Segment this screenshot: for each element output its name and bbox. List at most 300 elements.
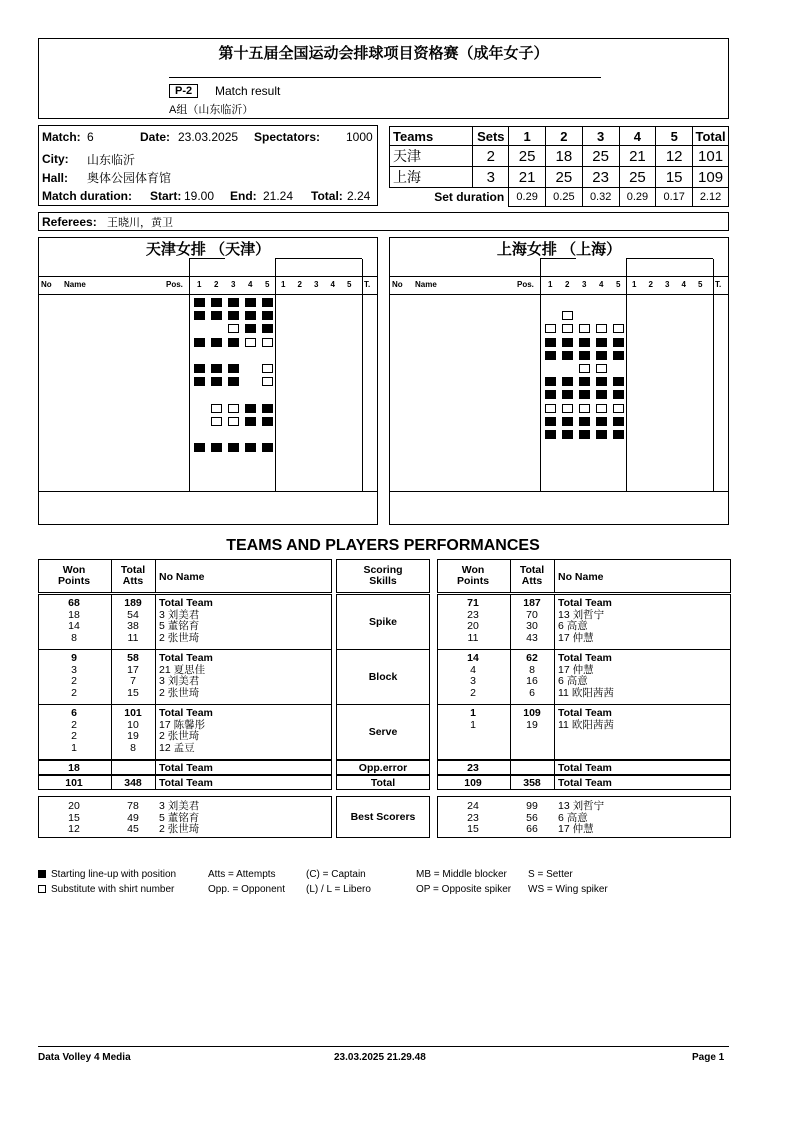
won-points-value: 1 [470, 718, 476, 731]
set-header: 4 [619, 127, 656, 146]
hall-value: 奥体公园体育馆 [87, 171, 172, 185]
total-atts-value: 348 [124, 777, 142, 789]
total-atts-value: 189 [124, 597, 142, 609]
won-points-value: 71 [467, 597, 479, 609]
libero-cell-value [228, 351, 239, 360]
total-atts-value: 70 [526, 608, 538, 621]
player-name: 6 高意 [558, 811, 588, 824]
total-atts-value: 8 [130, 741, 136, 754]
referees-value: 王晓川，黄卫 [107, 217, 173, 229]
team-a-total: 101 [693, 146, 729, 167]
libero-cell-value [211, 351, 222, 360]
set-header: 5 [656, 127, 693, 146]
total-header: Total [693, 127, 729, 146]
spectators-count: 1000 [346, 130, 373, 144]
starting-position-cell-value [211, 338, 222, 347]
legend-mb: MB = Middle blocker [416, 869, 507, 880]
set-score: 12 [656, 146, 693, 167]
starting-position-cell-value [562, 338, 573, 347]
name-header: Name [64, 280, 86, 289]
starting-position-cell-value [562, 351, 573, 360]
no-header: No [41, 280, 52, 289]
opp_error-row-label [336, 760, 430, 775]
row-divider [39, 491, 377, 492]
won-points-value: 18 [68, 608, 80, 621]
column-divider [554, 761, 555, 775]
starting-position-cell-value [262, 443, 273, 452]
player-row [39, 375, 377, 388]
date-label: Date: [140, 130, 171, 144]
total-atts-value: 187 [523, 597, 541, 609]
duration-label: Match duration: [42, 189, 132, 203]
performances-grid [38, 559, 733, 839]
starting-position-cell-value [194, 443, 205, 452]
team-total-label: Total Team [159, 707, 213, 719]
substitute-cell-value [596, 324, 607, 333]
starting-position-cell-value [228, 377, 239, 386]
column-divider [111, 560, 112, 593]
footer-timestamp: 23.03.2025 21.29.48 [334, 1052, 426, 1063]
set-duration-total: 2.12 [693, 188, 729, 207]
legend-ws: WS = Wing spiker [528, 884, 608, 895]
set-score: 25 [619, 167, 656, 188]
substitute-cell-value [562, 311, 573, 320]
points-set-header: 3 [314, 280, 319, 289]
total-row-team-a [38, 775, 332, 790]
player-row [390, 402, 728, 415]
won-points-value: 1 [71, 741, 77, 754]
team-total-label: Total Team [558, 777, 612, 789]
libero-cell-value [245, 351, 256, 360]
match-info-box [38, 125, 378, 206]
total-atts-value: 54 [127, 608, 139, 621]
starting-position-cell-value [596, 430, 607, 439]
starting-position-cell-value [245, 404, 256, 413]
skill-name: Block [368, 671, 398, 683]
total-atts-value: 62 [526, 652, 538, 664]
points-set-header: 2 [297, 280, 302, 289]
lineup-set-header: 3 [231, 280, 236, 289]
starting-position-cell-value [579, 430, 590, 439]
player-row [390, 441, 728, 454]
report-code: P-2 [169, 84, 198, 98]
legend-captain: (C) = Captain [306, 869, 366, 880]
substitute-cell-value [545, 404, 556, 413]
player-name: 2 张世琦 [159, 631, 200, 644]
won-points-value: 1 [470, 707, 476, 719]
player-row [39, 428, 377, 441]
group-label: A组（山东临沂） [169, 104, 254, 116]
won-points-value: 2 [71, 675, 77, 688]
points-set-header: 2 [648, 280, 653, 289]
starting-position-cell-value [245, 443, 256, 452]
total-atts-value: 6 [529, 686, 535, 699]
referees-box [38, 212, 729, 231]
substitute-cell-value [613, 404, 624, 413]
column-divider [510, 650, 511, 705]
starting-position-cell-value [194, 364, 205, 373]
total-atts-value: 45 [127, 823, 139, 835]
substitute-cell-value [579, 364, 590, 373]
won-points-value: 23 [467, 811, 479, 824]
player-name: 2 张世琦 [159, 686, 200, 699]
column-divider [554, 560, 555, 593]
row-divider [189, 258, 225, 259]
starting-position-cell-value [613, 338, 624, 347]
player-row [390, 415, 728, 428]
player-row [390, 388, 728, 401]
total-atts-value: 99 [526, 800, 538, 812]
column-divider [111, 650, 112, 705]
team-b-roster [389, 237, 729, 525]
set-duration: 0.17 [656, 188, 693, 207]
starting-position-cell-value [579, 417, 590, 426]
starting-position-cell-value [613, 417, 624, 426]
substitute-cell-value [245, 338, 256, 347]
player-row [390, 296, 728, 309]
player-name: 11 欧阳茜茜 [558, 686, 614, 699]
starting-position-cell-value [613, 377, 624, 386]
player-row [39, 336, 377, 349]
starting-position-cell-value [262, 324, 273, 333]
starting-position-cell-value [545, 351, 556, 360]
starting-position-cell-value [596, 351, 607, 360]
match-date: 23.03.2025 [178, 130, 239, 144]
start-time: 19.00 [184, 189, 215, 203]
starting-position-cell-value [211, 443, 222, 452]
set-header: 3 [582, 127, 619, 146]
team-a-skill-block [38, 649, 332, 705]
player-row [390, 375, 728, 388]
player-name: 3 刘美君 [159, 675, 200, 688]
libero-cell-value [545, 298, 556, 307]
starting-position-cell-value [579, 338, 590, 347]
won-points-value: 24 [467, 800, 479, 812]
substitute-cell-value [562, 404, 573, 413]
total-atts-value: 19 [127, 730, 139, 743]
starting-position-cell-value [562, 377, 573, 386]
set-score: 23 [582, 167, 619, 188]
row-divider [39, 294, 377, 295]
starting-position-cell-value [211, 311, 222, 320]
points-set-header: 5 [698, 280, 703, 289]
legend-s: S = Setter [528, 869, 573, 880]
starting-position-cell-value [579, 351, 590, 360]
player-row [390, 322, 728, 335]
substitute-cell-value [596, 404, 607, 413]
total-label: Total [370, 777, 396, 789]
starting-position-cell-value [262, 404, 273, 413]
opp_error-label: Opp.error [358, 762, 408, 774]
column-divider [111, 776, 112, 790]
team-total-label: Total Team [558, 652, 612, 664]
column-divider [155, 761, 156, 775]
starting-position-cell-value [545, 417, 556, 426]
set-score: 15 [656, 167, 693, 188]
row-divider [390, 276, 728, 277]
starting-position-cell-value [228, 443, 239, 452]
starting-position-cell-value [194, 311, 205, 320]
opp_error-row-team-b [437, 760, 731, 775]
total-atts-value: 38 [127, 620, 139, 633]
starting-position-cell-value [228, 311, 239, 320]
starting-position-cell-value [545, 430, 556, 439]
lineup-set-header: 2 [214, 280, 219, 289]
player-row [39, 415, 377, 428]
substitute-cell-value [211, 404, 222, 413]
lineup-set-header: 1 [548, 280, 553, 289]
libero-cell-value [262, 351, 273, 360]
lineup-set-header: 4 [248, 280, 253, 289]
libero-cell-value [194, 351, 205, 360]
total-atts-value: 101 [124, 707, 142, 719]
player-row [39, 441, 377, 454]
starting-position-cell-value [245, 324, 256, 333]
end-time: 21.24 [263, 189, 294, 203]
total-time: 2.24 [347, 189, 371, 203]
player-row [390, 362, 728, 375]
column-divider [155, 560, 156, 593]
column-divider [111, 595, 112, 650]
row-divider [275, 258, 362, 259]
competition-title: 第十五届全国运动会排球项目资格赛（成年女子） [218, 45, 549, 62]
team-a-title: 天津女排 （天津） [145, 241, 271, 258]
column-divider [155, 595, 156, 650]
team-a-roster [38, 237, 378, 525]
name-header: Name [415, 280, 437, 289]
no-header: No [392, 280, 403, 289]
player-row [39, 388, 377, 401]
starting-position-cell-value [228, 298, 239, 307]
total-atts-value: 11 [127, 631, 139, 644]
player-name: 3 刘美君 [159, 608, 200, 621]
match-number: 6 [87, 130, 94, 144]
no-name-header: No Name [159, 571, 205, 583]
total-atts-value: 30 [526, 620, 538, 633]
starting-position-cell-value [613, 351, 624, 360]
won-points-value: 11 [467, 631, 479, 644]
column-divider [554, 650, 555, 705]
starting-position-cell-value [579, 377, 590, 386]
column-divider [155, 650, 156, 705]
footer-divider [38, 1046, 729, 1047]
team-total-label: Total Team [159, 652, 213, 664]
column-divider [510, 705, 511, 760]
position-header: Pos. [517, 280, 534, 289]
row-divider [390, 491, 728, 492]
team-a-skill-block [38, 594, 332, 650]
substitute-cell-value [596, 364, 607, 373]
team-total-label: Total Team [159, 762, 213, 774]
skill-block [336, 704, 430, 760]
player-name: 6 高意 [558, 620, 588, 633]
column-divider [554, 776, 555, 790]
won-points-value: 20 [467, 620, 479, 633]
set-score: 25 [582, 146, 619, 167]
player-row [390, 309, 728, 322]
best-scorers-team-b [437, 796, 731, 838]
set-header: 2 [546, 127, 583, 146]
points-set-header: 3 [665, 280, 670, 289]
no-name-header: No Name [558, 571, 604, 583]
substitute-cell-value [228, 417, 239, 426]
starting-position-cell-value [545, 338, 556, 347]
player-name: 13 刘哲宁 [558, 608, 605, 621]
player-row [39, 322, 377, 335]
row-divider [626, 258, 713, 259]
player-row [39, 349, 377, 362]
sets-header: Sets [473, 127, 509, 146]
starting-position-cell-value [194, 377, 205, 386]
player-name: 17 仲慧 [558, 823, 594, 835]
total-atts-value: 16 [526, 675, 538, 688]
set-score: 21 [619, 146, 656, 167]
lineup-set-header: 3 [582, 280, 587, 289]
row-divider [390, 294, 728, 295]
footer-page: Page 1 [692, 1052, 725, 1063]
team-a-name: 天津 [390, 146, 473, 167]
team-a-skill-block [38, 704, 332, 760]
won-points-value: 14 [467, 652, 479, 664]
column-divider [111, 761, 112, 775]
total-atts-value: 7 [130, 675, 136, 688]
best-scorers-label: Best Scorers [350, 811, 416, 823]
column-divider [111, 705, 112, 760]
legend-op: OP = Opposite spiker [416, 884, 512, 895]
starting-position-cell-value [262, 417, 273, 426]
team-b-name: 上海 [390, 167, 473, 188]
points-set-header: 5 [347, 280, 352, 289]
score-table [389, 126, 729, 207]
won-points-value: 2 [71, 730, 77, 743]
skill-block [336, 594, 430, 650]
legend-starting [38, 869, 176, 880]
position-header: Pos. [166, 280, 183, 289]
column-divider [510, 595, 511, 650]
city-label: City: [42, 152, 69, 166]
starting-position-cell-value [245, 298, 256, 307]
legend-text: Starting line-up with position [51, 869, 177, 880]
player-name: 11 欧阳茜茜 [558, 718, 614, 731]
points-set-header: 1 [632, 280, 637, 289]
won-points-value: 8 [71, 631, 77, 644]
legend-libero: (L) / L = Libero [306, 884, 371, 895]
substitute-cell-value [545, 324, 556, 333]
total-points-header: T. [364, 280, 371, 289]
won-points-value: 6 [71, 707, 77, 719]
header-divider [169, 77, 601, 78]
won-points-value: 68 [68, 597, 80, 609]
lineup-set-header: 4 [599, 280, 604, 289]
starting-position-cell-value [211, 364, 222, 373]
starting-position-cell-value [596, 417, 607, 426]
player-name: 2 张世琦 [159, 823, 200, 835]
skills-header-box [336, 559, 430, 593]
player-name: 6 高意 [558, 675, 588, 688]
won-points-value: 2 [71, 718, 77, 731]
total-label: Total: [311, 189, 343, 203]
total-atts-value: 10 [127, 718, 139, 731]
won-points-value: 23 [467, 608, 479, 621]
set-score: 21 [509, 167, 546, 188]
player-row [39, 309, 377, 322]
column-divider [554, 705, 555, 760]
player-name: 5 董铭育 [159, 811, 200, 824]
set-duration-label: Set duration [390, 188, 509, 207]
total-atts-value: 19 [526, 718, 538, 731]
starting-position-cell-value [596, 390, 607, 399]
starting-position-cell-value [245, 311, 256, 320]
set-duration: 0.32 [582, 188, 619, 207]
lineup-set-header: 5 [616, 280, 621, 289]
column-divider [554, 595, 555, 650]
total-atts-value: 58 [127, 652, 139, 664]
won-points-value: 109 [464, 777, 482, 789]
team-total-label: Total Team [159, 777, 213, 789]
total-atts-header: Total Atts [120, 564, 146, 587]
total-atts-value: 78 [127, 800, 139, 812]
substitute-cell-value [262, 377, 273, 386]
header-box [38, 38, 729, 119]
total-atts-value: 15 [127, 686, 139, 699]
player-name: 17 陈馨彤 [159, 718, 206, 731]
won-points-value: 2 [71, 686, 77, 699]
starting-position-cell-value [562, 390, 573, 399]
team-b-sets: 3 [473, 167, 509, 188]
team-b-skill-block [437, 704, 731, 760]
column-divider [510, 560, 511, 593]
skill-block [336, 649, 430, 705]
libero-cell-value [579, 298, 590, 307]
team-b-total: 109 [693, 167, 729, 188]
player-name: 17 仲慧 [558, 663, 594, 676]
player-name: 17 仲慧 [558, 631, 594, 644]
player-row [390, 349, 728, 362]
total-atts-value: 358 [523, 777, 541, 789]
starting-position-cell-value [211, 298, 222, 307]
set-score: 25 [546, 167, 583, 188]
set-score: 25 [509, 146, 546, 167]
substitute-cell-value [613, 324, 624, 333]
total-atts-header: Total Atts [519, 564, 545, 587]
starting-position-cell-value [613, 390, 624, 399]
starting-position-cell-value [545, 377, 556, 386]
set-duration: 0.25 [546, 188, 583, 207]
total-atts-value: 109 [523, 707, 541, 719]
substitute-cell-value [211, 417, 222, 426]
won-points-value: 18 [68, 762, 80, 774]
start-label: Start: [150, 189, 182, 203]
skill-name: Spike [368, 616, 397, 628]
footer-brand: Data Volley 4 Media [38, 1052, 131, 1063]
points-set-header: 1 [281, 280, 286, 289]
scoring-skills-header: Scoring Skills [363, 564, 403, 587]
report-title: Match result [215, 84, 281, 98]
total-atts-value: 66 [526, 823, 538, 835]
total-atts-value: 49 [127, 811, 139, 824]
won-points-value: 20 [68, 800, 80, 812]
player-row [39, 362, 377, 375]
starting-position-cell-value [613, 430, 624, 439]
won-points-header: Won Points [57, 564, 91, 587]
team-b-skill-block [437, 594, 731, 650]
substitute-cell-value [262, 364, 273, 373]
won-points-value: 12 [68, 823, 80, 835]
libero-cell-value [613, 298, 624, 307]
substitute-cell-value [562, 324, 573, 333]
lineup-set-header: 5 [265, 280, 270, 289]
won-points-value: 9 [71, 652, 77, 664]
